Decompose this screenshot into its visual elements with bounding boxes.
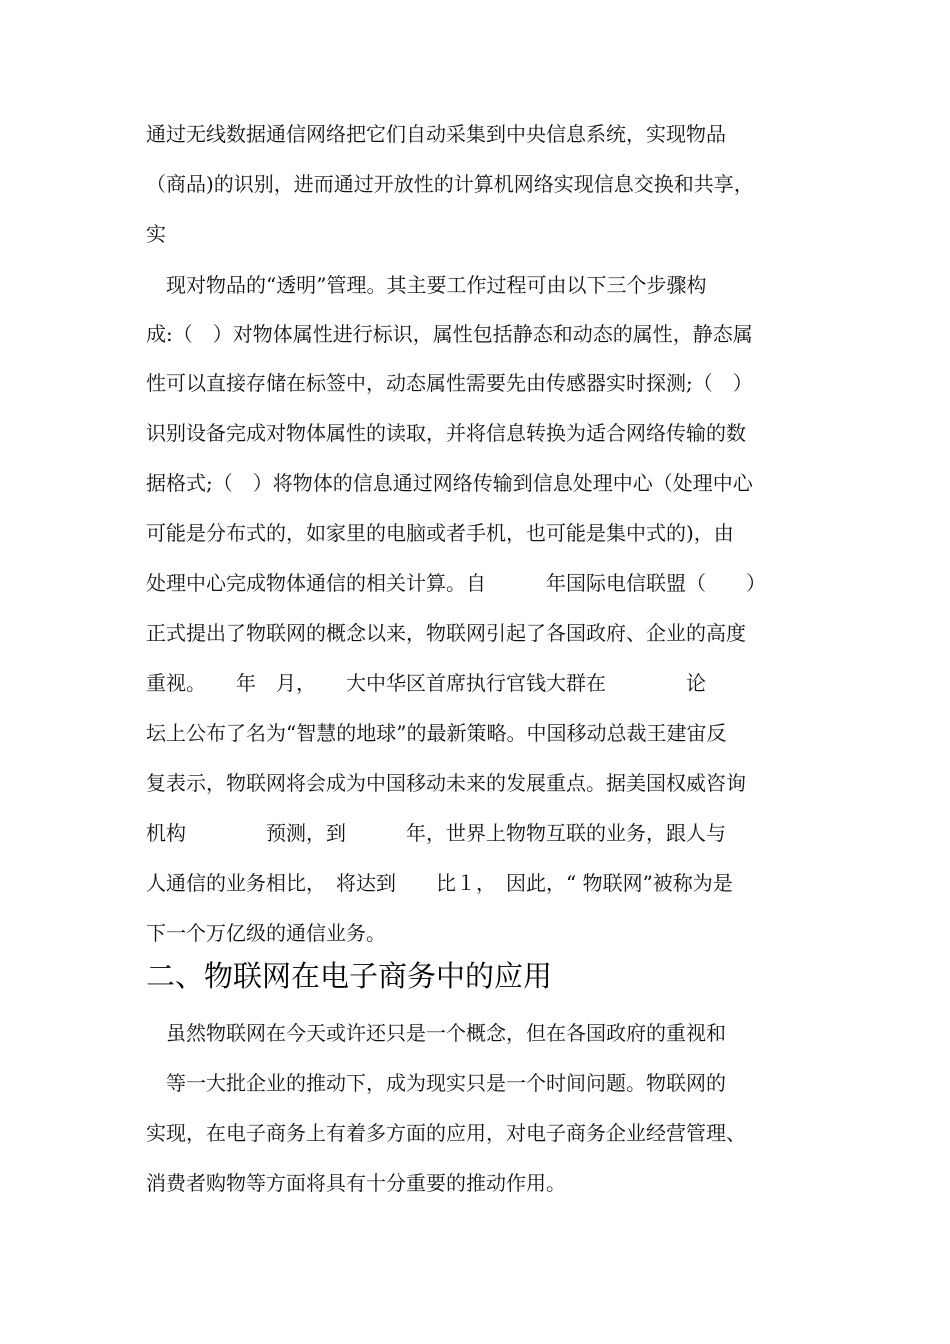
paragraph-line: 性可以直接存储在标签中，动态属性需要先由传感器实时探测;（ ） [146, 371, 753, 395]
paragraph-line: 机构 预测，到 年，世界上物物互联的业务，跟人与 [146, 821, 726, 845]
paragraph-line: 虽然物联网在今天或许还只是一个概念，但在各国政府的重视和 [146, 1021, 726, 1045]
paragraph-line: 可能是分布式的，如家里的电脑或者手机，也可能是集中式的)，由 [146, 521, 734, 545]
section-heading: 二、物联网在电子商务中的应用 [146, 959, 553, 993]
paragraph-line: 等一大批企业的推动下，成为现实只是一个时间问题。物联网的 [146, 1071, 726, 1095]
paragraph-line: 坛上公布了名为“智慧的地球”的最新策略。中国移动总裁王建宙反 [146, 721, 727, 745]
paragraph-line: 重视。 年 月， 大中华区首席执行官钱大群在 论 [146, 671, 706, 695]
paragraph-line: 人通信的业务相比， 将达到 比１， 因此，“ 物联网”被称为是 [146, 871, 733, 895]
paragraph-line: （商品)的识别，进而通过开放性的计算机网络实现信息交换和共享， [146, 172, 754, 196]
paragraph-line: 正式提出了物联网的概念以来，物联网引起了各国政府、企业的高度 [146, 621, 746, 645]
paragraph-line: 消费者购物等方面将具有十分重要的推动作用。 [146, 1171, 566, 1195]
paragraph-line: 据格式;（ ）将物体的信息通过网络传输到信息处理中心（处理中心 [146, 471, 753, 495]
paragraph-line: 实 [146, 222, 166, 246]
paragraph-line: 识别设备完成对物体属性的读取，并将信息转换为适合网络传输的数 [146, 421, 746, 445]
paragraph-line: 实现，在电子商务上有着多方面的应用，对电子商务企业经营管理、 [146, 1121, 746, 1145]
paragraph-line: 通过无线数据通信网络把它们自动采集到中央信息系统，实现物品 [146, 122, 726, 146]
paragraph-line: 下一个万亿级的通信业务。 [146, 921, 386, 945]
paragraph-line: 成:（ ）对物体属性进行标识，属性包括静态和动态的属性，静态属 [146, 322, 753, 346]
paragraph-line: 现对物品的“透明”管理。其主要工作过程可由以下三个步骤构 [146, 273, 707, 297]
paragraph-line: 处理中心完成物体通信的相关计算。自 年国际电信联盟（ ） [146, 571, 766, 595]
paragraph-line: 复表示，物联网将会成为中国移动未来的发展重点。据美国权威咨询 [146, 771, 746, 795]
